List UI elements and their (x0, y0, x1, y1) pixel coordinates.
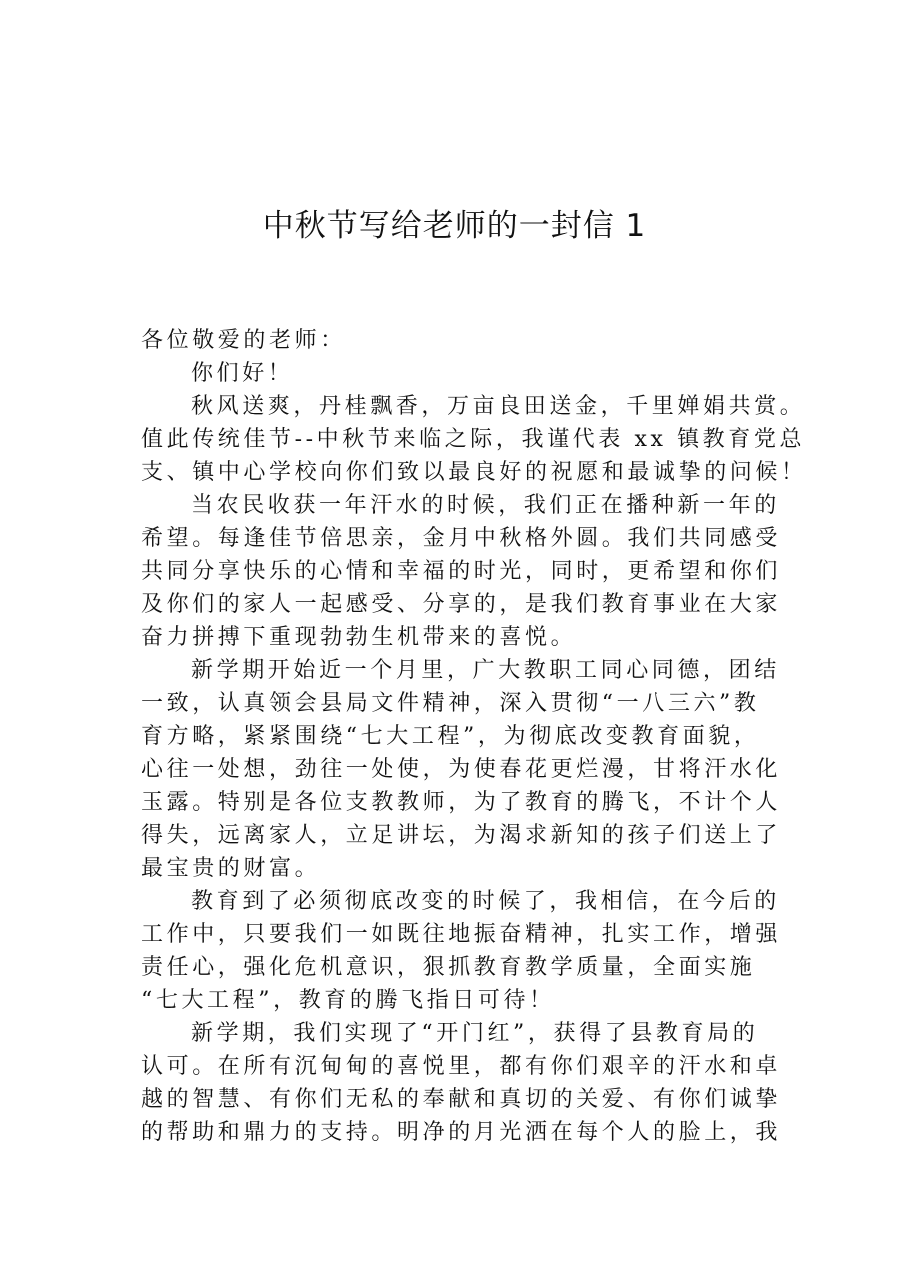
text-line: 教育到了必须彻底改变的时候了，我相信，在今后的 (191, 889, 780, 914)
text-line: 秋风送爽，丹桂飘香，万亩良田送金，千里婵娟共赏。 (191, 394, 806, 419)
text-line: 值此传统佳节--中秋节来临之际，我谨代表 xx 镇教育党总 (141, 427, 806, 452)
text-line: 得失，远离家人，立足讲坛，为渴求新知的孩子们送上了 (141, 823, 782, 848)
text-line: 心往一处想，劲往一处使，为使春花更烂漫，甘将汗水化 (141, 757, 782, 782)
text-line: 希望。每逢佳节倍思亲，金月中秋格外圆。我们共同感受 (141, 526, 782, 551)
text-line: 认可。在所有沉甸甸的喜悦里，都有你们艰辛的汗水和卓 (141, 1054, 782, 1079)
text-line: 的帮助和鼎力的支持。明净的月光洒在每个人的脸上，我 (141, 1120, 782, 1145)
text-line: 越的智慧、有你们无私的奉献和真切的关爱、有你们诚挚 (141, 1087, 782, 1112)
text-line: 育方略，紧紧围绕“七大工程”，为彻底改变教育面貌， (141, 724, 760, 749)
text-line: 玉露。特别是各位支教教师，为了教育的腾飞，不计个人 (141, 790, 782, 815)
text-line: 一致，认真领会县局文件精神，深入贯彻“一八三六”教 (141, 691, 760, 716)
text-line: 最宝贵的财富。 (141, 856, 321, 881)
text-line: 新学期，我们实现了“开门红”，获得了县教育局的 (191, 1021, 759, 1046)
text-line: 责任心，强化危机意识，狠抓教育教学质量，全面实施 (141, 955, 756, 980)
text-line: 工作中，只要我们一如既往地振奋精神，扎实工作，增强 (141, 922, 782, 947)
letter-body (141, 324, 807, 1149)
document-title: 中秋节写给老师的一封信 1 (262, 208, 647, 244)
text-line: 新学期开始近一个月里，广大教职工同心同德，团结 (191, 658, 780, 683)
text-line: 支、镇中心学校向你们致以最良好的祝愿和最诚挚的问候！ (141, 460, 807, 485)
text-line: 及你们的家人一起感受、分享的，是我们教育事业在大家 (141, 592, 782, 617)
text-line: 奋力拼搏下重现勃勃生机带来的喜悦。 (141, 625, 577, 650)
salutation-line: 各位敬爱的老师： (141, 328, 346, 353)
text-line: 共同分享快乐的心情和幸福的时光，同时，更希望和你们 (141, 559, 782, 584)
text-line: 你们好！ (191, 361, 294, 386)
text-line: “七大工程”，教育的腾飞指日可待！ (141, 988, 555, 1013)
text-line: 当农民收获一年汗水的时候，我们正在播种新一年的 (191, 493, 780, 518)
